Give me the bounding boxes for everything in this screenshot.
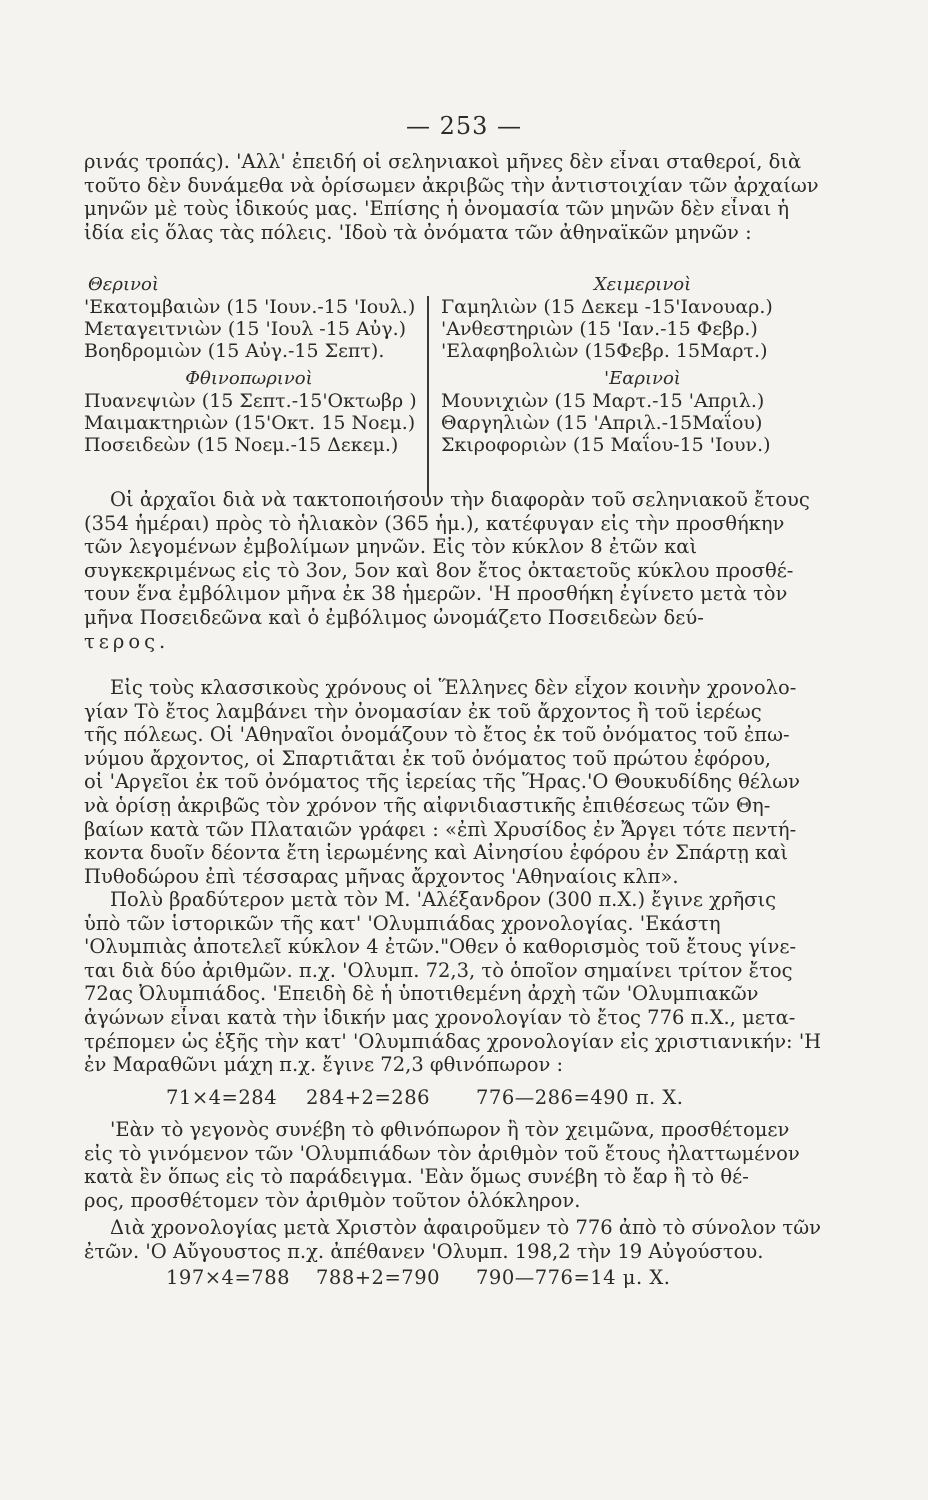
text-line: Πυθοδώρου ἐπὶ τέσσαρας μῆνας ἄρχοντος 'Αθηναίοις κλπ». (84, 864, 679, 888)
month-entry: Γαμηλιὼν (15 Δεκεμ -15'Ιανουαρ.) (441, 296, 773, 318)
calculation-line (166, 1086, 726, 1110)
column-divider (427, 296, 429, 496)
calc-step: 284+2=286 (306, 1086, 431, 1109)
text-line: Εἰς τοὺς κλασσικοὺς χρόνους οἱ Ἕλληνες δὲν εἶχον κοινὴν χρονολο- (110, 676, 797, 699)
text-line: ἰδία εἰς ὅλας τὰς πόλεις. 'Ιδοὺ τὰ ὀνόματα τῶν ἀθηναϊκῶν μηνῶν : (84, 220, 752, 244)
text-line: ἐτῶν. 'Ο Αὔγουστος π.χ. ἀπέθανεν 'Ολυμπ. 198,2 τὴν 19 Αὐγούστου. (84, 1239, 764, 1263)
text-line: γίαν Τὸ ἔτος λαμβάνει τὴν ὀνομασίαν ἐκ τοῦ ἄρχοντος ἢ τοῦ ἱερέως (84, 699, 762, 723)
month-entry: Θαργηλιὼν (15 'Απριλ.-15Μαΐου) (441, 412, 763, 434)
page-number: — 253 — (405, 112, 523, 140)
text-line: 'Ολυμπιὰς ἀποτελεῖ κύκλον 4 ἐτῶν."Οθεν ὁ καθορισμὸς τοῦ ἔτους γίνε- (84, 935, 797, 959)
month-entry: Σκιροφοριὼν (15 Μαΐου-15 'Ιουν.) (441, 434, 771, 456)
text-line: ται διὰ δύο ἀριθμῶν. π.χ. 'Ολυμπ. 72,3, τὸ ὁποῖον σημαίνει τρίτον ἔτος (84, 958, 793, 982)
month-entry: Βοηδρομιὼν (15 Αὐγ.-15 Σεπτ). (84, 340, 385, 362)
text-line: ρινάς τροπάς). 'Αλλ' ἐπειδή οἱ σεληνιακοὶ μῆνες δὲν εἶναι σταθεροί, διὰ (84, 150, 802, 173)
text-line: συγκεκριμένως εἰς τὸ 3ον, 5ον καὶ 8ον ἔτος ὀκταετοῦς κύκλου προσθέ- (84, 558, 794, 582)
text-line: ὑπὸ τῶν ἱστορικῶν τῆς κατ' 'Ολυμπιάδας χρονολογίας. 'Εκάστη (84, 911, 721, 935)
calculation-example-1 (166, 1086, 726, 1110)
calc-step: 197×4=788 (166, 1266, 291, 1289)
text-line: τῆς πόλεως. Οἱ 'Αθηναῖοι ὀνομάζουν τὸ ἔτος ἐκ τοῦ ὀνόματος τοῦ ἐπω- (84, 723, 790, 747)
calc-step: 776—286=490 π. Χ. (476, 1086, 684, 1109)
season-heading-spring: 'Εαρινοὶ (604, 368, 681, 389)
season-heading-autumn: Φθινοπωρινοὶ (185, 368, 313, 389)
paragraph-classical-chronology (84, 676, 844, 888)
text-line: κατὰ ἓν ὅπως εἰς τὸ παράδειγμα. 'Εὰν ὅμως συνέβη τὸ ἔαρ ἢ τὸ θέ- (84, 1165, 749, 1189)
text-line: μηνῶν μὲ τοὺς ἰδικούς μας. 'Επίσης ἡ ὀνομασία τῶν μηνῶν δὲν εἶναι ἡ (84, 197, 790, 221)
calendar-left-column (84, 274, 417, 456)
text-line: οἱ 'Αργεῖοι ἐκ τοῦ ὀνόματος τῆς ἱερείας τῆς Ἥρας.'Ο Θουκυδίδης θέλων (84, 770, 801, 794)
text-line: μῆνα Ποσειδεῶνα καὶ ὁ ἐμβόλιμος ὠνομάζετο Ποσειδεὼν δεύ- (84, 605, 704, 629)
text-line: τουν ἕνα ἐμβόλιμον μῆνα ἐκ 38 ἡμερῶν. 'Η προσθήκη ἐγίνετο μετὰ τὸν (84, 582, 788, 606)
month-entry: 'Ανθεστηριὼν (15 'Ιαν.-15 Φεβρ.) (441, 318, 758, 340)
text-line: τοῦτο δὲν δυνάμεθα νὰ ὁρίσωμεν ἀκριβῶς τὴν ἀντιστοιχίαν τῶν ἀρχαίων (84, 173, 819, 197)
text-line: Οἱ ἀρχαῖοι διὰ νὰ τακτοποιήσουν τὴν διαφορὰν τοῦ σεληνιακοῦ ἔτους (110, 488, 810, 511)
text-line: ἐν Μαραθῶνι μάχη π.χ. ἔγινε 72,3 φθινόπωρον : (84, 1053, 564, 1077)
text-line: βαίων κατὰ τῶν Πλαταιῶν γράφει : «ἐπὶ Χρυσίδος ἐν Ἄργει τότε πεντή- (84, 817, 797, 841)
text-line: εἰς τὸ γινόμενον τῶν 'Ολυμπιάδων τὸν ἀριθμὸν τοῦ ἔτους ἠλαττωμένον (84, 1141, 800, 1165)
paragraph-after-christ (84, 1216, 844, 1263)
calculation-line (166, 1266, 726, 1290)
season-heading-summer: Θερινοὶ (88, 274, 159, 295)
month-entry: 'Εκατομβαιὼν (15 'Ιουν.-15 'Ιουλ.) (84, 296, 416, 318)
text-line: τῶν λεγομένων ἐμβολίμων μηνῶν. Εἰς τὸν κύκλον 8 ἐτῶν καὶ (84, 535, 698, 559)
text-line: ρος, προσθέτομεν τὸν ἀριθμὸν τοῦτον ὁλόκληρον. (84, 1188, 581, 1212)
calc-step: 788+2=790 (316, 1266, 441, 1289)
season-heading-winter: Χειμερινοὶ (593, 274, 692, 295)
text-line: Διὰ χρονολογίας μετὰ Χριστὸν ἀφαιροῦμεν τὸ 776 ἀπὸ τὸ σύνολον τῶν (110, 1216, 821, 1239)
calendar-right-column (441, 274, 844, 456)
month-entry: Μουνιχιὼν (15 Μαρτ.-15 'Απριλ.) (441, 390, 765, 412)
text-line: 72ας Ὀλυμπιάδος. 'Επειδὴ δὲ ἡ ὑποτιθεμένη ἀρχὴ τῶν 'Ολυμπιακῶν (84, 982, 759, 1006)
text-line: 'Εὰν τὸ γεγονὸς συνέβη τὸ φθινόπωρον ἢ τὸν χειμῶνα, προσθέτομεν (110, 1118, 790, 1141)
paragraph-season-rule (84, 1118, 844, 1212)
paragraph-intercalary (84, 488, 844, 653)
paragraph-olympiads (84, 888, 844, 1077)
month-entry: Μεταγειτνιὼν (15 'Ιουλ -15 Αὐγ.) (84, 318, 407, 340)
text-line: (354 ἡμέραι) πρὸς τὸ ἡλιακὸν (365 ἡμ.), κατέφυγαν εἰς τὴν προσθήκην (84, 511, 785, 535)
month-entry: Ποσειδεὼν (15 Νοεμ.-15 Δεκεμ.) (84, 434, 399, 456)
athenian-months-table (84, 274, 844, 484)
text-line: ἀγώνων εἶναι κατὰ τὴν ἰδικήν μας χρονολογίαν τὸ ἔτος 776 π.Χ., μετα- (84, 1005, 796, 1029)
calc-step: 71×4=284 (166, 1086, 278, 1109)
text-line: νὰ ὁρίσῃ ἀκριβῶς τὸν χρόνον τῆς αἰφνιδιαστικῆς ἐπιθέσεως τῶν Θη- (84, 793, 771, 817)
month-entry: 'Ελαφηβολιὼν (15Φεβρ. 15Μαρτ.) (441, 340, 768, 362)
text-line: κοντα δυοῖν δέοντα ἔτη ἱερωμένης καὶ Αἰνησίου ἐφόρου ἐν Σπάρτῃ καὶ (84, 841, 788, 865)
month-entry: Πυανεψιὼν (15 Σεπτ.-15'Οκτωβρ ) (84, 390, 417, 412)
text-line: τρέπομεν ὡς ἑξῆς τὴν κατ' 'Ολυμπιάδας χρονολογίαν εἰς χριστιανικήν: 'Η (84, 1029, 822, 1053)
calc-step: 790—776=14 μ. Χ. (476, 1266, 671, 1289)
text-line: Πολὺ βραδύτερον μετὰ τὸν Μ. 'Αλέξανδρον (300 π.Χ.) ἔγινε χρῆσις (110, 888, 777, 911)
calculation-example-2 (166, 1266, 726, 1290)
text-line: νύμου ἄρχοντος, οἱ Σπαρτιᾶται ἐκ τοῦ ὀνόματος τοῦ πρώτου ἐφόρου, (84, 746, 771, 770)
text-line: τερος. (84, 629, 170, 653)
intro-paragraph (84, 150, 844, 244)
month-entry: Μαιμακτηριὼν (15'Οκτ. 15 Νοεμ.) (84, 412, 416, 434)
